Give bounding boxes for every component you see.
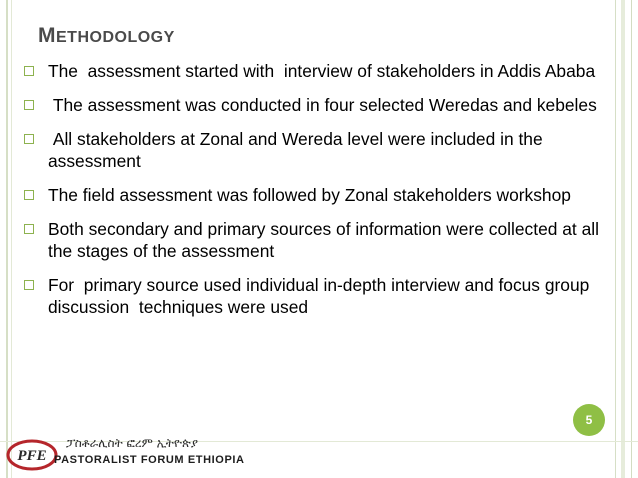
left-stripe <box>6 0 8 478</box>
bullet-item <box>24 218 604 262</box>
bullet-item <box>24 60 604 82</box>
bullet-text: The field assessment was followed by Zonal stakeholders workshop <box>48 185 571 205</box>
organization-logo <box>6 436 256 474</box>
bullet-item <box>24 274 604 318</box>
logo-english-name: PASTORALIST FORUM ETHIOPIA <box>54 454 245 466</box>
bullet-item <box>24 128 604 172</box>
bullet-square-icon <box>24 66 34 76</box>
bullet-item <box>24 94 604 116</box>
right-stripe-outer <box>631 0 632 478</box>
bullet-item <box>24 184 604 206</box>
logo-amharic-name: ፓስቶራሊስት ፎረም ኢትዮጵያ <box>66 436 199 450</box>
page-number-badge: 5 <box>573 404 605 436</box>
left-stripe-thin <box>11 0 12 478</box>
bullet-text: The assessment was conducted in four selected Weredas and kebeles <box>48 95 597 115</box>
bullet-square-icon <box>24 280 34 290</box>
slide-title-initial: M <box>38 24 56 47</box>
bullet-list <box>24 60 604 330</box>
slide-title <box>38 24 175 48</box>
bullet-text: For primary source used individual in-depth interview and focus group discussion techniques were used <box>48 275 595 317</box>
logo-monogram: PFE <box>17 448 47 464</box>
right-stripe <box>621 0 625 478</box>
right-stripe-thin <box>615 0 616 478</box>
bullet-text: Both secondary and primary sources of information were collected at all the stages of the assessment <box>48 219 604 261</box>
bullet-text: The assessment started with interview of stakeholders in Addis Ababa <box>48 61 596 81</box>
bullet-text: All stakeholders at Zonal and Wereda level were included in the assessment <box>48 129 548 171</box>
bullet-square-icon <box>24 224 34 234</box>
bullet-square-icon <box>24 100 34 110</box>
slide-title-rest: ETHODOLOGY <box>56 29 175 46</box>
bullet-square-icon <box>24 134 34 144</box>
bullet-square-icon <box>24 190 34 200</box>
